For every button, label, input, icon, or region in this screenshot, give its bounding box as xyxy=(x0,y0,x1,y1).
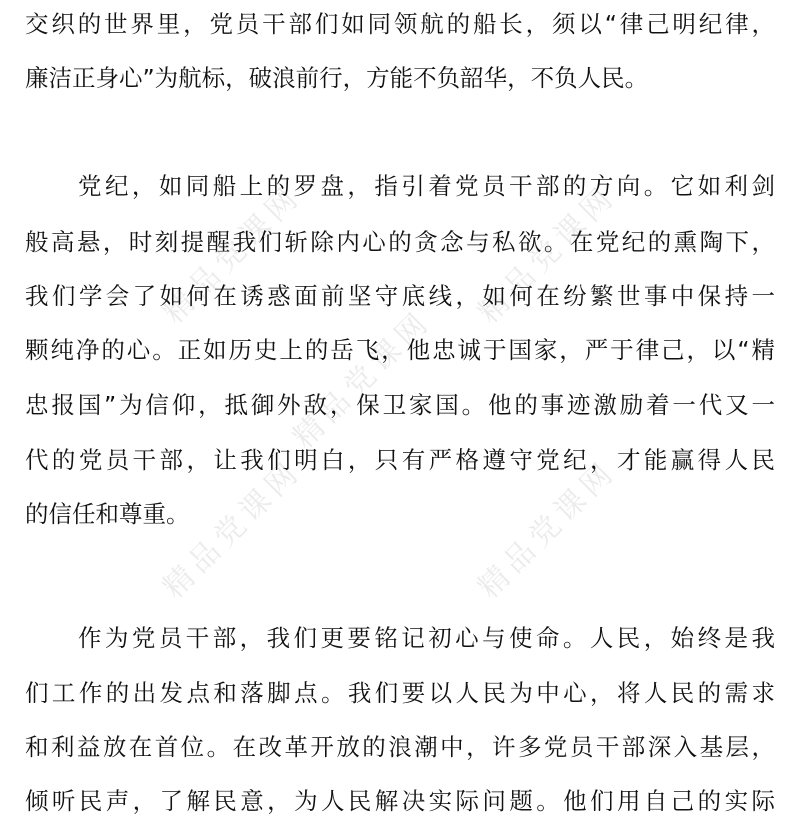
watermark: 精品党课网 xyxy=(156,453,309,606)
watermark: 精品党课网 xyxy=(471,453,624,606)
paragraph-1-line-2: 廉洁正身心”为航标，破浪前行，方能不负韶华，不负人民。 xyxy=(25,64,649,92)
paragraph-1-line-1: 交织的世界里，党员干部们如同领航的船长，须以“律己明纪律， xyxy=(25,10,775,38)
paragraph-2-line-2: 般高悬，时刻提醒我们斩除内心的贪念与私欲。在党纪的熏陶下， xyxy=(25,228,775,256)
paragraph-2-line-7: 的信任和尊重。 xyxy=(25,500,190,528)
paragraph-3-line-4: 倾听民声，了解民意，为人民解决实际问题。他们用自己的实际 xyxy=(25,787,775,815)
paragraph-2-line-1: 党纪，如同船上的罗盘，指引着党员干部的方向。它如利剑 xyxy=(78,172,775,200)
watermark: 精品党课网 xyxy=(156,178,309,331)
paragraph-3-line-1: 作为党员干部，我们更要铭记初心与使命。人民，始终是我 xyxy=(78,624,775,652)
paragraph-2-line-6: 代的党员干部，让我们明白，只有严格遵守党纪，才能赢得人民 xyxy=(25,446,775,474)
paragraph-3-line-3: 和利益放在首位。在改革开放的浪潮中，许多党员干部深入基层， xyxy=(25,733,775,761)
watermark: 精品党课网 xyxy=(286,303,439,456)
paragraph-2-line-4: 颗纯净的心。正如历史上的岳飞，他忠诚于国家，严于律己，以“精 xyxy=(25,336,775,364)
watermark: 精品党课网 xyxy=(471,178,624,331)
paragraph-3-line-2: 们工作的出发点和落脚点。我们要以人民为中心，将人民的需求 xyxy=(25,679,775,707)
paragraph-2-line-5: 忠报国”为信仰，抵御外敌，保卫家国。他的事迹激励着一代又一 xyxy=(25,391,775,419)
paragraph-2-line-3: 我们学会了如何在诱惑面前坚守底线，如何在纷繁世事中保持一 xyxy=(25,282,775,310)
